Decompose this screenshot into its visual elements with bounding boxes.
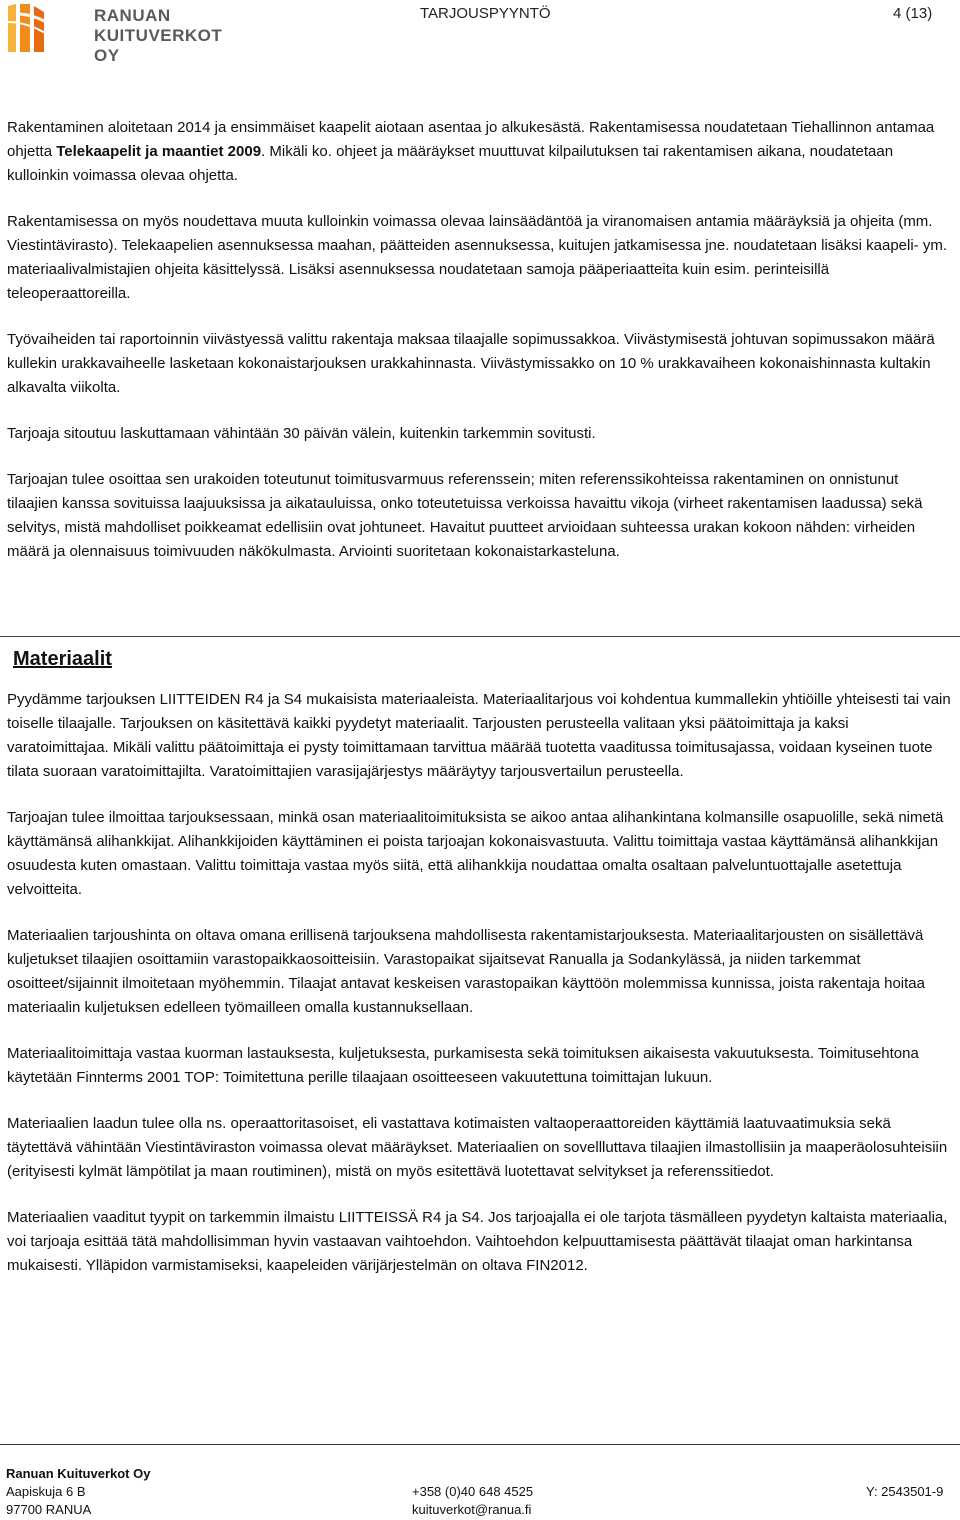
paragraph-legislation: Rakentamisessa on myös noudettava muuta kulloinkin voimassa olevaa lainsäädäntöä ja viranomaisen antamia määräyksiä ja ohjeita (mm. Viestintävirasto). Telekaapelien asennuksessa maahan, päätteiden asennuksessa, kuitujen jatkamisessa jne. noudatetaan lisäksi kaapeli- ym. materiaalivalmistajien ohjeita käsittelyssä. Lisäksi asennuksessa noudatetaan samoja pääperiaatteita kuin esim. perinteisillä teleoperaattoreilla.	[7, 213, 948, 302]
guideline-name: Telekaapelit ja maantiet 2009	[56, 143, 262, 160]
company-logo	[6, 2, 246, 65]
footer-street: Aapiskuja 6 B	[6, 1484, 86, 1499]
page-footer	[0, 1444, 960, 1520]
page-number: 4 (13)	[893, 5, 933, 22]
footer-email[interactable]: kuituverkot@ranua.fi	[412, 1502, 532, 1517]
page-header	[0, 0, 960, 65]
footer-postal: 97700 RANUA	[6, 1502, 92, 1517]
paragraph-text: . Mikäli ko. ohjeet ja määräykset muuttuvat kilpailutuksen tai rakentamisen aikana, noudatetaan kulloinkin voimassa olevaa ohjetta.	[7, 143, 894, 184]
section-divider	[0, 636, 960, 637]
paragraph-subcontracting: Tarjoajan tulee ilmoittaa tarjouksessaan, minkä osan materiaalitoimituksista se aikoo antaa alihankintana kolmansille osapuolille, sekä nimetä käyttämänsä alihankkijat. Alihankkijoiden käyttäminen ei poista tarjoajan kokonaisvastuuta. Valittu toimittaja vastaa käyttämänsä alihankkijan osuudesta kuten omastaan. Valittu toimittaja vastaa myös siitä, että alihankkija noudattaa omalta osaltaan palveluntuottajalle asetettuja velvoitteita.	[7, 809, 944, 898]
footer-business-id: Y: 2543501-9	[866, 1484, 944, 1499]
intro-content	[7, 116, 953, 586]
paragraph-material-price: Materiaalien tarjoushinta on oltava omana erillisenä tarjouksena mahdollisesta rakentamistarjouksesta. Materiaalitarjousten on sisällettävä kuljetukset tilaajien osoittamiin varastopaikkaosoitteisiin. Varastopaikat sijaitsevat Ranualla ja Sodankylässä, ja niiden tarkemmat osoitteet/sijainnit ilmoitetaan myöhemmin. Tilaajat antavat keskeisen varastopaikan käyttöön molemmissa kunnissa, joista rakentaja hoitaa materiaalin kuljetuksen edelleen työmailleen omalla kustannuksellaan.	[7, 927, 925, 1016]
paragraph-material-quality: Materiaalien laadun tulee olla ns. operaattoritasoiset, eli vastattava kotimaisten valtaoperaattoreiden käyttämiä laatuvaatimuksia sekä täytettävä vähintään Viestintäviraston voimassa olevat määräykset. Materiaalien on sovellluttava tilaajien ilmastollisiin ja maaperäolosuhteisiin (erityisesti kylmät lämpötilat ja maan routiminen), mistä on myös esitettävä luotettavat selvitykset ja referenssitiedot.	[7, 1115, 948, 1180]
paragraph-references: Tarjoajan tulee osoittaa sen urakoiden toteutunut toimitusvarmuus referenssein; miten referenssikohteissa rakentaminen on onnistunut tilaajien kanssa sovituissa laajuuksissa ja aikatauluissa, onko toteutetuissa verkoissa havaittu vikoja (virheet rakentamisen laadussa) sekä selvitys, mistä mahdolliset poikkeamat edellisiin ovat johtuneet. Havaitut puutteet arvioidaan suhteessa urakan kokoon nähden: virheiden määrä ja olennaisuus toimivuuden näkökulmasta. Arviointi suoritetaan kokonaistarkasteluna.	[7, 471, 923, 560]
materials-content	[7, 688, 953, 1300]
paragraph-materials-offer: Pyydämme tarjouksen LIITTEIDEN R4 ja S4 mukaisista materiaaleista. Materiaalitarjous voi kohdentua kummallekin yhtiöille yhteisesti tai vain toiselle tilaajalle. Tarjouksen on käsitettävä kaikki pyydetyt materiaalit. Tarjousten perusteella valitaan yksi päätoimittaja ja kaksi varatoimittajaa. Mikäli valittu päätoimittaja ei pysty toimittamaan tarvittua määrää tuotetta vaaditussa toimitusajassa, voidaan kyseinen tuote tilata suoraan varatoimittajilta. Varatoimittajien varasijajärjestys määräytyy tarjousvertailun perusteella.	[7, 691, 951, 780]
footer-phone: +358 (0)40 648 4525	[412, 1484, 534, 1499]
logo-line-2: KUITUVERKOT OY	[94, 26, 223, 65]
logo-line-1: RANUAN	[94, 6, 171, 25]
footer-company: Ranuan Kuituverkot Oy	[6, 1466, 151, 1481]
paragraph-construction-start	[7, 116, 953, 188]
paragraph-text: Rakentaminen aloitetaan 2014 ja ensimmäiset kaapelit aiotaan asentaa jo alkukesästä. Rakentamisessa noudatetaan Tiehallinnon antamaa ohjetta	[7, 119, 935, 160]
logo-text	[94, 6, 246, 66]
footer-divider	[0, 1444, 960, 1445]
paragraph-material-types: Materiaalien vaaditut tyypit on tarkemmin ilmaistu LIITTEISSÄ R4 ja S4. Jos tarjoajalla ei ole tarjota täsmälleen pyydetyn kaltaista materiaalia, voi tarjoaja esittää tätä mahdollisimman hyvin vastaavan vaihtoehdon. Vaihtoehdon kelpuuttamisesta päättävät tilaajat oman harkintansa mukaisesti. Ylläpidon varmistamiseksi, kaapeleiden värijärjestelmän on oltava FIN2012.	[7, 1209, 948, 1274]
paragraph-delay-penalty: Työvaiheiden tai raportoinnin viivästyessä valittu rakentaja maksaa tilaajalle sopimussakkoa. Viivästymisestä johtuvan sopimussakon määrä kullekin urakkavaiheelle lasketaan kokonaistarjouksen urakkahinnasta. Viivästymissakko on 10 % urakkavaiheen kokonaishinnasta kultakin alkavalta viikolta.	[7, 331, 935, 396]
paragraph-delivery-terms: Materiaalitoimittaja vastaa kuorman lastauksesta, kuljetuksesta, purkamisesta sekä toimituksen aikaisesta vakuutuksesta. Toimitusehtona käytetään Finnterms 2001 TOP: Toimitettuna perille tilaajaan osoitteeseen vakuutettuna toimittajan lukuun.	[7, 1045, 919, 1086]
document-title: TARJOUSPYYNTÖ	[420, 5, 551, 22]
paragraph-invoicing: Tarjoaja sitoutuu laskuttamaan vähintään 30 päivän välein, kuitenkin tarkemmin sovitusti.	[7, 425, 596, 442]
section-title: Materiaalit	[13, 648, 112, 670]
logo-mark-icon	[6, 2, 86, 54]
